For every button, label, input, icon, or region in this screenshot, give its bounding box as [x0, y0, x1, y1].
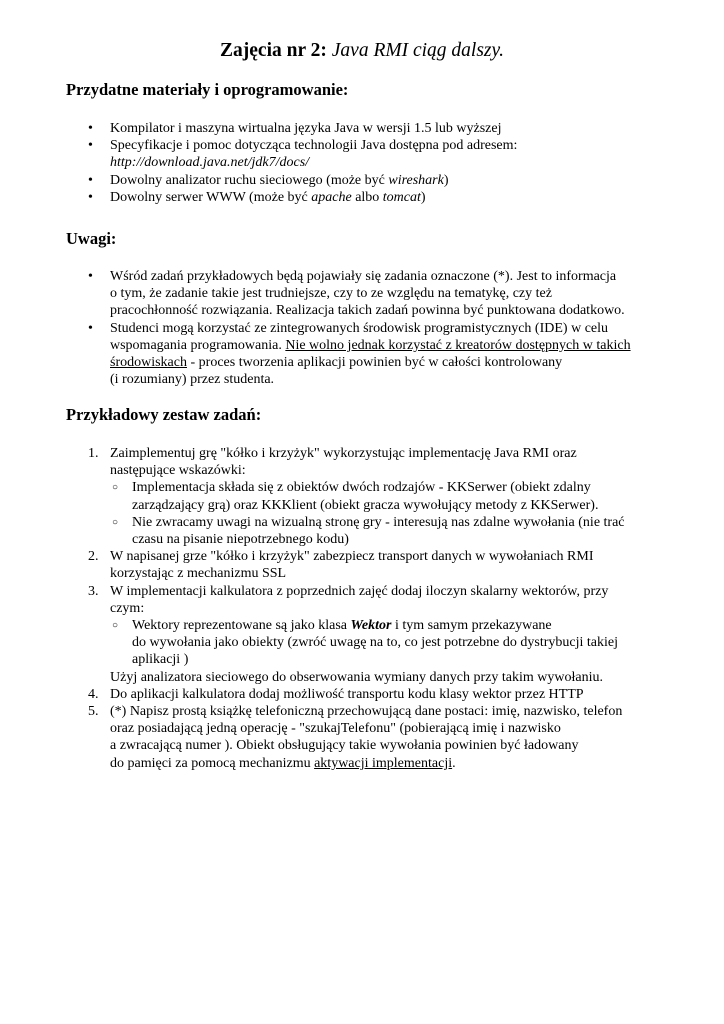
materials-heading: Przydatne materiały i oprogramowanie: [66, 80, 349, 99]
task-3-hints [110, 617, 660, 669]
list-item: ○ Nie zwracamy uwagi na wizualną stronę gry - interesują nas zdalne wywołania (nie trać czasu na pisanie niepotrzebnego kodu) [110, 514, 660, 548]
task-5: 5. (*) Napisz prostą książkę telefoniczną przechowującą dane postaci: imię, nazwisko, telefon oraz posiadającą jedną operację - "szukajTelefonu" (pobierającą imię i nazwisko a zwracającą numer ). Obiekt obsługujący takie wywołania powinien być ładowany do pamięci za pomocą mechanizmu aktywacji implementacji. [88, 704, 623, 771]
notes-heading: Uwagi: [66, 229, 117, 248]
task-1: 1. Zaimplementuj grę "kółko i krzyżyk" wykorzystując implementację Java RMI oraz następujące wskazówki: ○ Implementacja składa się z obiektów dwóch rodzajów - KKSerwer (obiekt zdalny zarządzający grą) oraz KKKlient (obiekt gracza wywołujący metody z KKSerwer). ○ Nie zwracamy uwagi na wizualną stronę gry - interesują nas zdalne wywołania (nie trać czasu na pisanie niepotrzebnego kodu) [88, 445, 660, 548]
task-1-hints [110, 479, 660, 548]
title-bold: Zajęcia nr 2: [220, 40, 327, 61]
title-italic: Java RMI ciąg dalszy. [331, 40, 504, 61]
list-item: • Dowolny serwer WWW (może być apache albo tomcat) [88, 189, 648, 206]
task-3: 3. W implementacji kalkulatora z poprzednich zajęć dodaj iloczyn skalarny wektorów, przy czym: ○ Wektory reprezentowane są jako klasa Wektor i tym samym przekazywane do wywołania jako obiekty (zwróć uwagę na to, co jest potrzebne do dystrybucji takiej aplikacji ) Użyj analizatora sieciowego do obserwowania wymiany danych przy takim wywołaniu. [88, 583, 660, 686]
docs-link[interactable]: http://download.java.net/jdk7/docs/ [110, 155, 310, 171]
list-item: • Dowolny analizator ruchu sieciowego (może być wireshark) [88, 172, 648, 189]
list-item: ○ Wektory reprezentowane są jako klasa Wektor i tym samym przekazywane do wywołania jako obiekty (zwróć uwagę na to, co jest potrzebne do dystrybucji takiej aplikacji ) [110, 617, 660, 669]
tasks-heading: Przykładowy zestaw zadań: [66, 405, 262, 424]
notes-list [88, 268, 648, 388]
list-item: • Specyfikacje i pomoc dotycząca technologii Java dostępna pod adresem: http://download.java.net/jdk7/docs/ [88, 137, 648, 171]
task-4: 4. Do aplikacji kalkulatora dodaj możliwość transportu kodu klasy wektor przez HTTP [88, 686, 584, 702]
task-2: 2. W napisanej grze "kółko i krzyżyk" zabezpiecz transport danych w wywołaniach RMI korzystając z mechanizmu SSL [88, 549, 594, 582]
tasks-list [88, 445, 660, 772]
list-item: • Kompilator i maszyna wirtualna języka Java w wersji 1.5 lub wyższej [88, 120, 648, 137]
list-item: • Studenci mogą korzystać ze zintegrowanych środowisk programistycznych (IDE) w celu wspomagania programowania. Nie wolno jednak korzystać z kreatorów dostępnych w takich środowiskach - proces tworzenia aplikacji powinien być w całości kontrolowany (i rozumiany) przez studenta. [88, 320, 648, 389]
page-title [0, 38, 724, 64]
list-item: • Wśród zadań przykładowych będą pojawiały się zadania oznaczone (*). Jest to informacja o tym, że zadanie takie jest trudniejsze, czy to ze względu na tematykę, czy też pracochłonność rozwiązania. Realizacja takich zadań powinna być punktowana dodatkowo. [88, 268, 648, 320]
activation-link: aktywacji implementacji [314, 755, 453, 771]
list-item: ○ Implementacja składa się z obiektów dwóch rodzajów - KKSerwer (obiekt zdalny zarządzający grą) oraz KKKlient (obiekt gracza wywołujący metody z KKSerwer). [110, 479, 660, 513]
materials-list [88, 120, 648, 206]
